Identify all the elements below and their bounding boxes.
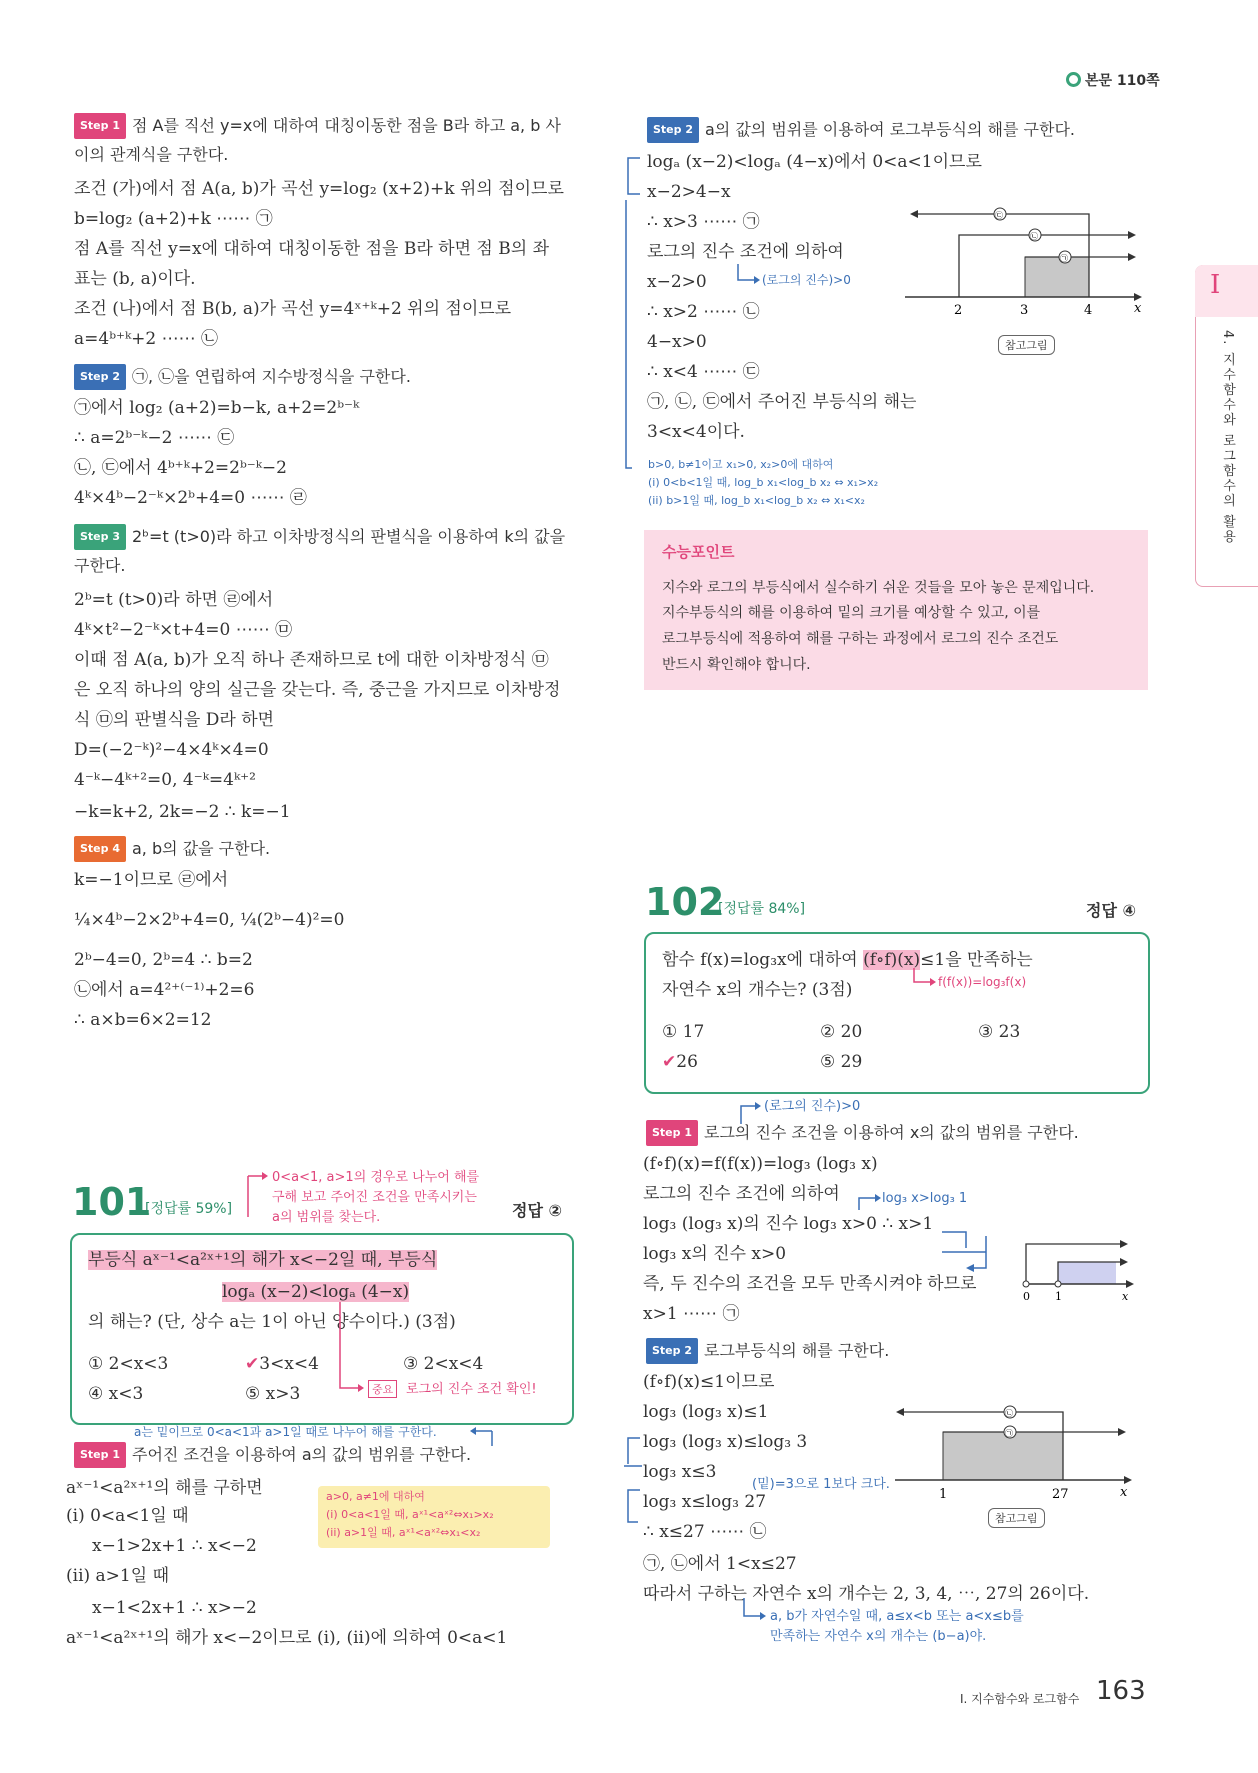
text-line: 표는 (b, a)이다. <box>74 269 196 289</box>
text-line: log₃ (log₃ x)≤1 <box>643 1402 769 1422</box>
tick-label: 1 <box>1055 1290 1062 1303</box>
tick-label: 0 <box>1023 1290 1030 1303</box>
note-text: f(f(x))=log₃f(x) <box>938 975 1027 989</box>
left-step3-title: Step 3 2ᵇ=t (t>0)라 하고 이차방정식의 판별식을 이용하여 k의 값을 <box>74 524 565 550</box>
text-line: b=log₂ (a+2)+k ⋯⋯ ㉠ <box>74 209 273 229</box>
choice-5[interactable]: ⑤ 29 <box>820 1052 863 1072</box>
text-line: x−2>4−x <box>647 182 731 202</box>
important-text: 로그의 진수 조건 확인! <box>406 1382 537 1397</box>
text-line: 2ᵇ=t (t>0)라 하면 ㉣에서 <box>74 590 274 610</box>
text-line: x>1 ⋯⋯ ㉠ <box>643 1304 740 1324</box>
check-icon: ✔ <box>662 1052 677 1072</box>
note-text: a, b가 자연수일 때, a≤x<b 또는 a<x≤b를 <box>770 1609 1024 1624</box>
problem-101-rate: [정답률 59%] <box>145 1201 233 1217</box>
inequality-graph-3 <box>890 1396 1140 1508</box>
axis-label: x <box>1122 1290 1129 1303</box>
text-line: 조건 (나)에서 점 B(b, a)가 곡선 y=4ˣ⁺ᵏ+2 위의 점이므로 <box>74 299 512 319</box>
problem-102-q2: 자연수 x의 개수는? (3점) <box>662 980 853 1000</box>
p102-step2-title: Step 2 로그부등식의 해를 구한다. <box>646 1338 889 1364</box>
footer-chapter: I. 지수함수와 로그함수 <box>960 1692 1080 1706</box>
text-line: 식 ㉤의 판별식을 D라 하면 <box>74 710 275 730</box>
important-badge: 중요 <box>368 1380 397 1398</box>
step-badge: Step 2 <box>646 1338 698 1364</box>
axis-label: x <box>1134 301 1142 316</box>
text-line: −k=k+2, 2k=−2 ∴ k=−1 <box>74 802 291 822</box>
tick-label: 2 <box>954 303 963 318</box>
text-line: ∴ x>3 ⋯⋯ ㉠ <box>647 212 760 232</box>
problem-102-rate: [정답률 84%] <box>718 901 806 917</box>
tip-text: a>0, a≠1에 대하여 <box>326 1490 425 1503</box>
text-line: 2ᵇ−4=0, 2ᵇ=4 ∴ b=2 <box>74 950 253 970</box>
solution-region <box>1058 1262 1116 1284</box>
tip-text: (ii) a>1일 때, aˣ¹<aˣ²⇔x₁<x₂ <box>326 1526 481 1539</box>
text-line: 4ᵏ×4ᵇ−2⁻ᵏ×2ᵇ+4=0 ⋯⋯ ㉣ <box>74 488 307 508</box>
note-text: log₃ x>log₃ 1 <box>882 1191 968 1206</box>
text-line: aˣ⁻¹<a²ˣ⁺¹의 해가 x<−2이므로 (i), (ii)에 의하여 0<a<1 <box>66 1628 508 1648</box>
step-badge: Step 2 <box>647 117 699 143</box>
problem-101-q1: 부등식 aˣ⁻¹<a²ˣ⁺¹의 해가 x<−2일 때, 부등식 <box>88 1250 438 1270</box>
text-line: a=4ᵇ⁺ᵏ+2 ⋯⋯ ㉡ <box>74 329 219 349</box>
tick-label: 1 <box>939 1487 948 1502</box>
choice-4[interactable]: ④ x<3 <box>88 1384 144 1404</box>
note-text: (i) 0<b<1일 때, log_b x₁<log_b x₂ ⇔ x₁>x₂ <box>648 476 879 489</box>
text-line: 이때 점 A(a, b)가 오직 하나 존재하므로 t에 대한 이차방정식 ㉤ <box>74 650 549 670</box>
choice-3[interactable]: ③ 2<x<4 <box>403 1354 484 1374</box>
problem-102-q1: 함수 f(x)=log₃x에 대하여 (f∘f)(x)≤1을 만족하는 <box>662 950 1033 970</box>
text-line: x−2>0 <box>647 272 707 292</box>
problem-102-number: 102 <box>645 880 725 924</box>
text-line: 즉, 두 진수의 조건을 모두 만족시켜야 하므로 <box>643 1274 977 1294</box>
note-text: a의 범위를 찾는다. <box>272 1210 381 1225</box>
header-ref <box>1066 70 1160 90</box>
note-arrow <box>740 1598 770 1624</box>
text-line: log₃ (log₃ x)의 진수 log₃ x>0 ∴ x>1 <box>643 1214 934 1234</box>
note-arrow <box>240 1172 270 1232</box>
text-line: D=(−2⁻ᵏ)²−4×4ᵏ×4=0 <box>74 740 269 760</box>
choice-4[interactable]: ✔26 <box>662 1052 698 1072</box>
solution-region <box>1025 257 1089 297</box>
left-step1-title-2: 이의 관계식을 구한다. <box>74 145 229 164</box>
choice-5[interactable]: ⑤ x>3 <box>245 1384 301 1404</box>
text-line: ㉠, ㉡에서 1<x≤27 <box>643 1554 797 1574</box>
problem-101-number: 101 <box>72 1180 152 1224</box>
tip-text: 지수와 로그의 부등식에서 실수하기 쉬운 것들을 모아 놓은 문제입니다. <box>662 580 1095 596</box>
text-line: 따라서 구하는 자연수 x의 개수는 2, 3, 4, ⋯, 27의 26이다. <box>643 1584 1090 1604</box>
note-text: (로그의 진수)>0 <box>762 273 851 287</box>
chapter-numeral: I <box>1210 270 1221 300</box>
text-line: 구한다. <box>74 556 126 575</box>
tick-label: 3 <box>1020 303 1029 318</box>
step-badge: Step 1 <box>646 1120 698 1146</box>
text-line: 3<x<4이다. <box>647 422 745 442</box>
note-text: (ii) b>1일 때, log_b x₁<log_b x₂ ⇔ x₁<x₂ <box>648 494 865 507</box>
tick-label: 4 <box>1084 303 1093 318</box>
note-text: b>0, b≠1이고 x₁>0, x₂>0에 대하여 <box>648 458 834 471</box>
left-step2-title: Step 2 ㉠, ㉡을 연립하여 지수방정식을 구한다. <box>74 364 411 390</box>
important-arrow <box>336 1300 366 1395</box>
text-line: ∴ x≤27 ⋯⋯ ㉡ <box>643 1522 767 1542</box>
note-arrow <box>470 1424 500 1454</box>
text-line: logₐ (x−2)<logₐ (4−x)에서 0<a<1이므로 <box>647 152 982 172</box>
circle-label: ㉠ <box>1060 254 1068 263</box>
text-line: k=−1이므로 ㉣에서 <box>74 870 229 890</box>
text-line: ∴ x<4 ⋯⋯ ㉢ <box>647 362 760 382</box>
circle-icon <box>1066 72 1081 87</box>
reference-figure-label: 참고그림 <box>998 335 1055 355</box>
choice-1[interactable]: ① 17 <box>662 1022 705 1042</box>
text-line: ㉡에서 a=4²⁺⁽⁻¹⁾+2=6 <box>74 980 255 1000</box>
step-badge: Step 4 <box>74 836 126 862</box>
problem-102-answer: 정답 ④ <box>1086 901 1137 920</box>
inequality-graph-2 <box>1010 1232 1140 1304</box>
note-text: (밑)=3으로 1보다 크다. <box>752 1477 890 1492</box>
left-step4-title: Step 4 a, b의 값을 구한다. <box>74 836 270 862</box>
note-arrow <box>734 264 764 288</box>
choice-2[interactable]: ② 20 <box>820 1022 863 1042</box>
problem-101-answer: 정답 ② <box>512 1201 563 1220</box>
text-line: 4ᵏ×t²−2⁻ᵏ×t+4=0 ⋯⋯ ㉤ <box>74 620 293 640</box>
reference-figure-label: 참고그림 <box>988 1508 1045 1528</box>
chapter-section: 4. 지수함수와 로그함수의 활용 <box>1220 330 1235 545</box>
text-line: (f∘f)(x)≤1이므로 <box>643 1372 775 1392</box>
note-text: 0<a<1, a>1의 경우로 나누어 해를 <box>272 1170 480 1185</box>
tick-label: 27 <box>1052 1487 1069 1502</box>
text-line: 로그의 진수 조건에 의하여 <box>647 242 844 262</box>
note-text: (로그의 진수)>0 <box>764 1099 861 1114</box>
left-step1-title: Step 1 점 A를 직선 y=x에 대하여 대칭이동한 점을 B라 하고 a, b 사 <box>74 113 561 139</box>
circle-label: ㉡ <box>1005 1409 1013 1418</box>
text-line: (f∘f)(x)=f(f(x))=log₃ (log₃ x) <box>643 1154 878 1174</box>
tip-text: (i) 0<a<1일 때, aˣ¹<aˣ²⇔x₁>x₂ <box>326 1508 494 1521</box>
circle-label: ㉢ <box>995 211 1003 220</box>
problem-101-q3: 의 해는? (단, 상수 a는 1이 아닌 양수이다.) (3점) <box>88 1312 456 1332</box>
axis-label: x <box>1120 1485 1128 1500</box>
tip-text: 로그부등식에 적용하여 해를 구하는 과정에서 로그의 진수 조건도 <box>662 631 1059 647</box>
text-line: ㉠에서 log₂ (a+2)=b−k, a+2=2ᵇ⁻ᵏ <box>74 398 360 418</box>
text-line: x−1<2x+1 ∴ x>−2 <box>92 1598 257 1618</box>
chapter-tab-top <box>1195 265 1258 317</box>
text-line: aˣ⁻¹<a²ˣ⁺¹의 해를 구하면 <box>66 1478 263 1498</box>
check-icon: ✔ <box>245 1354 260 1374</box>
text-line: ∴ x>2 ⋯⋯ ㉡ <box>647 302 760 322</box>
inequality-graph-1 <box>900 200 1150 320</box>
text-line: (ii) a>1일 때 <box>66 1566 169 1586</box>
note-text: 구해 보고 주어진 조건을 만족시키는 <box>272 1190 477 1205</box>
text-line: (i) 0<a<1일 때 <box>66 1506 189 1526</box>
text-line: 조건 (가)에서 점 A(a, b)가 곡선 y=log₂ (x+2)+k 위의 점이므로 <box>74 179 564 199</box>
text-line: ㉡, ㉢에서 4ᵇ⁺ᵏ+2=2ᵇ⁻ᵏ−2 <box>74 458 287 478</box>
step-badge: Step 2 <box>74 364 126 390</box>
step-badge: Step 3 <box>74 524 126 550</box>
text-line: ㉠, ㉡, ㉢에서 주어진 부등식의 해는 <box>647 392 917 412</box>
choice-1[interactable]: ① 2<x<3 <box>88 1354 169 1374</box>
text-line: ∴ a=2ᵇ⁻ᵏ−2 ⋯⋯ ㉢ <box>74 428 235 448</box>
circle-label: ㉡ <box>1030 232 1038 241</box>
step-badge: Step 1 <box>74 113 126 139</box>
text-line: log₃ x≤log₃ 27 <box>643 1492 767 1512</box>
text-line: 4⁻ᵏ−4ᵏ⁺²=0, 4⁻ᵏ=4ᵏ⁺² <box>74 770 256 790</box>
tip-text: 반드시 확인해야 합니다. <box>662 657 811 673</box>
page-number: 163 <box>1096 1676 1146 1706</box>
note-text: 만족하는 자연수 x의 개수는 (b−a)야. <box>770 1629 987 1644</box>
header-ref-text: 본문 110쪽 <box>1085 73 1160 89</box>
solution-region <box>943 1432 1063 1480</box>
right-step2-title: Step 2 a의 값의 범위를 이용하여 로그부등식의 해를 구한다. <box>647 117 1075 143</box>
text-line: 로그의 진수 조건에 의하여 <box>643 1184 840 1204</box>
text-line: ¼×4ᵇ−2×2ᵇ+4=0, ¼(2ᵇ−4)²=0 <box>74 910 345 930</box>
p101-step1-title: Step 1 주어진 조건을 이용하여 a의 값의 범위를 구한다. <box>74 1442 471 1468</box>
problem-101-q2: logₐ (x−2)<logₐ (4−x) <box>222 1282 410 1302</box>
text-line: 4−x>0 <box>647 332 707 352</box>
text-line: 은 오직 하나의 양의 실근을 갖는다. 즉, 중근을 가지므로 이차방정 <box>74 680 561 700</box>
note-arrow <box>855 1192 885 1214</box>
note-arrow <box>910 968 940 990</box>
tip-text: 지수부등식의 해를 이용하여 밑의 크기를 예상할 수 있고, 이를 <box>662 605 1041 621</box>
csat-point-title: 수능포인트 <box>662 543 735 561</box>
p102-step1-title: Step 1 로그의 진수 조건을 이용하여 x의 값의 범위를 구한다. <box>646 1120 1079 1146</box>
choice-2[interactable]: ✔3<x<4 <box>245 1354 319 1374</box>
text-line: ∴ a×b=6×2=12 <box>74 1010 212 1030</box>
step-badge: Step 1 <box>74 1442 126 1468</box>
text-line: x−1>2x+1 ∴ x<−2 <box>92 1536 257 1556</box>
text-line: log₃ (log₃ x)≤log₃ 3 <box>643 1432 808 1452</box>
text-line: 점 A를 직선 y=x에 대하여 대칭이동한 점을 B라 하면 점 B의 좌 <box>74 239 550 259</box>
text-line: log₃ x≤3 <box>643 1462 717 1482</box>
text-line: log₃ x의 진수 x>0 <box>643 1244 787 1264</box>
circle-label: ㉠ <box>1005 1429 1013 1438</box>
choice-3[interactable]: ③ 23 <box>978 1022 1021 1042</box>
base-note: a는 밑이므로 0<a<1과 a>1일 때로 나누어 해를 구한다. <box>134 1425 437 1439</box>
